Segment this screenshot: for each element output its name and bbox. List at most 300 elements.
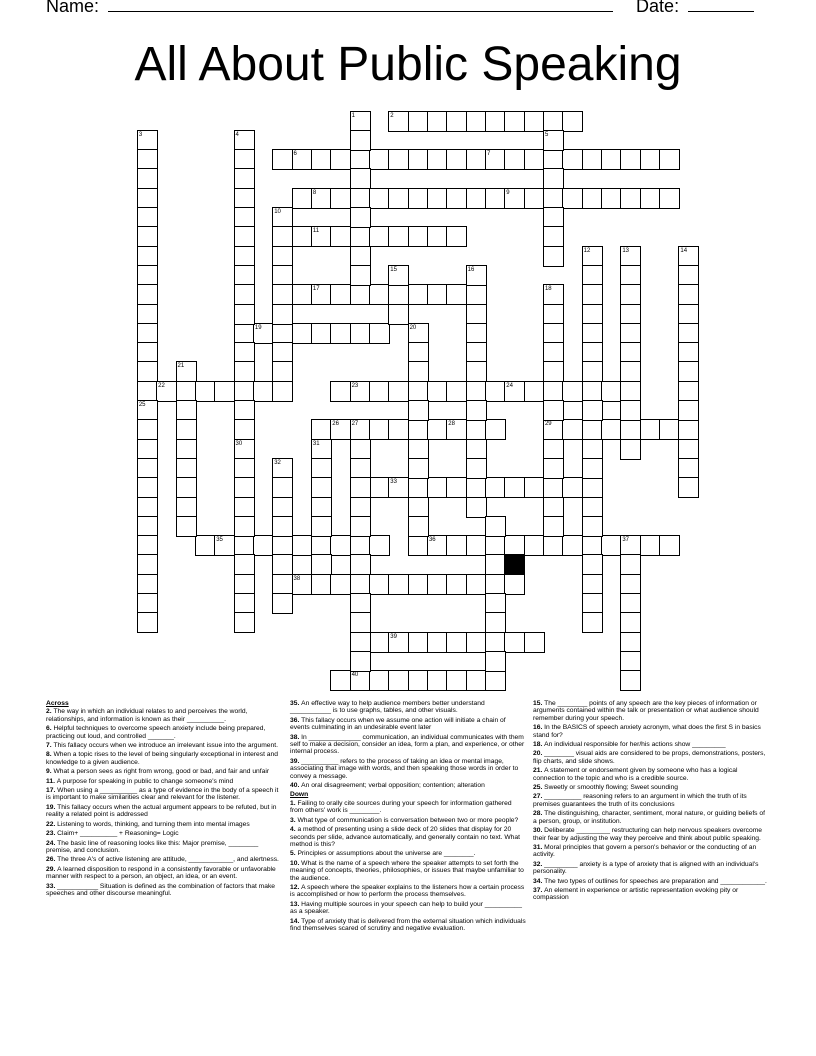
grid-cell[interactable] [485,477,506,498]
grid-cell[interactable] [350,130,371,151]
grid-cell[interactable] [272,497,293,518]
grid-cell[interactable] [137,130,158,151]
grid-cell[interactable] [234,207,255,228]
grid-cell[interactable] [176,361,197,382]
grid-cell[interactable] [582,439,603,460]
grid-cell[interactable] [253,535,274,556]
grid-cell[interactable] [350,381,371,402]
grid-cell[interactable] [659,419,680,440]
grid-cell[interactable] [137,593,158,614]
grid-cell[interactable] [640,188,661,209]
grid-cell[interactable] [582,535,603,556]
grid-cell[interactable] [678,265,699,286]
grid-cell[interactable] [543,516,564,537]
grid-cell[interactable] [446,149,467,170]
grid-cell[interactable] [620,381,641,402]
grid-cell[interactable] [234,419,255,440]
grid-cell[interactable] [466,497,487,518]
grid-cell[interactable] [272,477,293,498]
grid-cell[interactable] [466,304,487,325]
grid-cell[interactable] [620,284,641,305]
grid-cell[interactable] [137,323,158,344]
grid-cell[interactable] [272,381,293,402]
grid-cell[interactable] [330,188,351,209]
grid-cell[interactable] [176,458,197,479]
grid-cell[interactable] [408,535,429,556]
grid-cell[interactable] [369,477,390,498]
grid-cell[interactable] [311,149,332,170]
grid-cell[interactable] [427,381,448,402]
grid-cell[interactable] [446,226,467,247]
grid-cell[interactable] [659,188,680,209]
grid-cell[interactable] [408,188,429,209]
grid-cell[interactable] [446,419,467,440]
grid-cell[interactable] [640,419,661,440]
grid-cell[interactable] [388,574,409,595]
grid-cell[interactable] [504,535,525,556]
grid-cell[interactable] [524,111,545,132]
grid-cell[interactable] [234,400,255,421]
grid-cell[interactable] [234,130,255,151]
grid-cell[interactable] [427,477,448,498]
grid-cell[interactable] [137,342,158,363]
grid-cell[interactable] [601,535,622,556]
grid-cell[interactable] [350,246,371,267]
grid-cell[interactable] [272,226,293,247]
grid-cell[interactable] [504,477,525,498]
grid-cell[interactable] [427,226,448,247]
grid-cell[interactable] [408,284,429,305]
grid-cell[interactable] [369,226,390,247]
grid-cell[interactable] [427,632,448,653]
grid-cell[interactable] [272,361,293,382]
grid-cell[interactable] [388,632,409,653]
grid-cell[interactable] [582,574,603,595]
grid-cell[interactable] [137,149,158,170]
grid-cell[interactable] [234,593,255,614]
grid-cell[interactable] [137,477,158,498]
grid-cell[interactable] [253,381,274,402]
grid-cell[interactable] [369,574,390,595]
grid-cell[interactable] [620,304,641,325]
grid-cell[interactable] [427,149,448,170]
grid-cell[interactable] [388,149,409,170]
grid-cell[interactable] [427,419,448,440]
grid-cell[interactable] [350,149,371,170]
grid-cell[interactable] [466,342,487,363]
grid-cell[interactable] [272,574,293,595]
grid-cell[interactable] [350,207,371,228]
grid-cell[interactable] [408,419,429,440]
grid-cell[interactable] [311,188,332,209]
grid-cell[interactable] [446,111,467,132]
grid-cell[interactable] [292,323,313,344]
grid-cell[interactable] [524,381,545,402]
grid-cell[interactable] [582,400,603,421]
grid-cell[interactable] [427,535,448,556]
grid-cell[interactable] [408,439,429,460]
grid-cell[interactable] [330,574,351,595]
grid-cell[interactable] [408,574,429,595]
grid-cell[interactable] [350,226,371,247]
grid-cell[interactable] [350,593,371,614]
grid-cell[interactable] [234,323,255,344]
grid-cell[interactable] [369,188,390,209]
grid-cell[interactable] [272,554,293,575]
grid-cell[interactable] [408,458,429,479]
grid-cell[interactable] [408,477,429,498]
grid-cell[interactable] [466,265,487,286]
grid-cell[interactable] [388,284,409,305]
grid-cell[interactable] [388,226,409,247]
grid-cell[interactable] [485,651,506,672]
grid-cell[interactable] [272,265,293,286]
grid-cell[interactable] [388,381,409,402]
grid-cell[interactable] [620,246,641,267]
grid-cell[interactable] [137,265,158,286]
grid-cell[interactable] [620,323,641,344]
grid-cell[interactable] [582,342,603,363]
grid-cell[interactable] [234,361,255,382]
grid-cell[interactable] [524,535,545,556]
grid-cell[interactable] [350,612,371,633]
grid-cell[interactable] [582,554,603,575]
grid-cell[interactable] [272,342,293,363]
grid-cell[interactable] [543,419,564,440]
grid-cell[interactable] [582,477,603,498]
grid-cell[interactable] [504,188,525,209]
grid-cell[interactable] [137,381,158,402]
grid-cell[interactable] [620,419,641,440]
grid-cell[interactable] [678,458,699,479]
grid-cell[interactable] [485,381,506,402]
grid-cell[interactable] [582,516,603,537]
grid-cell[interactable] [137,574,158,595]
grid-cell[interactable] [350,554,371,575]
grid-cell[interactable] [234,188,255,209]
grid-cell[interactable] [620,593,641,614]
grid-cell[interactable] [620,612,641,633]
grid-cell[interactable] [678,439,699,460]
grid-cell[interactable] [311,497,332,518]
grid-cell[interactable] [446,574,467,595]
grid-cell[interactable] [446,188,467,209]
grid-cell[interactable] [466,323,487,344]
grid-cell[interactable] [350,323,371,344]
grid-cell[interactable] [562,188,583,209]
grid-cell[interactable] [485,419,506,440]
grid-cell[interactable] [466,284,487,305]
grid-cell[interactable] [292,284,313,305]
grid-cell[interactable] [582,304,603,325]
grid-cell[interactable] [292,535,313,556]
grid-cell[interactable] [582,284,603,305]
grid-cell[interactable] [311,323,332,344]
grid-cell[interactable] [562,111,583,132]
grid-cell[interactable] [582,323,603,344]
grid-cell[interactable] [543,361,564,382]
grid-cell[interactable] [543,149,564,170]
grid-cell[interactable] [234,284,255,305]
grid-cell[interactable] [640,149,661,170]
grid-cell[interactable] [350,670,371,691]
grid-cell[interactable] [620,670,641,691]
grid-cell[interactable] [195,535,216,556]
grid-cell[interactable] [330,670,351,691]
grid-cell[interactable] [620,188,641,209]
grid-cell[interactable] [582,149,603,170]
grid-cell[interactable] [408,342,429,363]
grid-cell[interactable] [292,226,313,247]
grid-cell[interactable] [562,477,583,498]
grid-cell[interactable] [330,226,351,247]
grid-cell[interactable] [234,381,255,402]
grid-cell[interactable] [234,304,255,325]
grid-cell[interactable] [330,323,351,344]
grid-cell[interactable] [176,400,197,421]
grid-cell[interactable] [330,535,351,556]
grid-cell[interactable] [137,458,158,479]
grid-cell[interactable] [137,246,158,267]
grid-cell[interactable] [234,226,255,247]
grid-cell[interactable] [234,246,255,267]
grid-cell[interactable] [620,342,641,363]
grid-cell[interactable] [466,149,487,170]
grid-cell[interactable] [330,419,351,440]
grid-cell[interactable] [524,632,545,653]
grid-cell[interactable] [485,593,506,614]
grid-cell[interactable] [485,574,506,595]
grid-cell[interactable] [466,670,487,691]
grid-cell[interactable] [446,477,467,498]
grid-cell[interactable] [408,632,429,653]
grid-cell[interactable] [678,400,699,421]
grid-cell[interactable] [176,439,197,460]
grid-cell[interactable] [466,458,487,479]
grid-cell[interactable] [234,516,255,537]
grid-cell[interactable] [234,535,255,556]
grid-cell[interactable] [620,265,641,286]
grid-cell[interactable] [427,188,448,209]
grid-cell[interactable] [543,342,564,363]
grid-cell[interactable] [137,554,158,575]
grid-cell[interactable] [272,593,293,614]
grid-cell[interactable] [272,516,293,537]
grid-cell[interactable] [253,323,274,344]
grid-cell[interactable] [601,419,622,440]
grid-cell[interactable] [156,381,177,402]
grid-cell[interactable] [466,439,487,460]
grid-cell[interactable] [504,574,525,595]
grid-cell[interactable] [272,246,293,267]
grid-cell[interactable] [311,535,332,556]
grid-cell[interactable] [678,342,699,363]
grid-cell[interactable] [234,574,255,595]
grid-cell[interactable] [408,400,429,421]
grid-cell[interactable] [408,670,429,691]
grid-cell[interactable] [350,574,371,595]
grid-cell[interactable] [620,439,641,460]
grid-cell[interactable] [408,149,429,170]
grid-cell[interactable] [562,419,583,440]
grid-cell[interactable] [137,497,158,518]
grid-cell[interactable] [272,323,293,344]
grid-cell[interactable] [234,342,255,363]
grid-cell[interactable] [678,284,699,305]
grid-cell[interactable] [485,535,506,556]
grid-cell[interactable] [620,554,641,575]
grid-cell[interactable] [601,188,622,209]
grid-cell[interactable] [137,535,158,556]
grid-cell[interactable] [350,284,371,305]
grid-cell[interactable] [137,361,158,382]
grid-cell[interactable] [234,168,255,189]
grid-cell[interactable] [620,632,641,653]
grid-cell[interactable] [388,111,409,132]
grid-cell[interactable] [543,400,564,421]
grid-cell[interactable] [543,439,564,460]
grid-cell[interactable] [524,477,545,498]
grid-cell[interactable] [350,497,371,518]
grid-cell[interactable] [582,419,603,440]
grid-cell[interactable] [543,130,564,151]
grid-cell[interactable] [369,284,390,305]
grid-cell[interactable] [350,632,371,653]
grid-cell[interactable] [137,516,158,537]
grid-cell[interactable] [176,419,197,440]
grid-cell[interactable] [543,535,564,556]
grid-cell[interactable] [272,458,293,479]
grid-cell[interactable] [388,670,409,691]
grid-cell[interactable] [446,381,467,402]
grid-cell[interactable] [311,477,332,498]
grid-cell[interactable] [582,265,603,286]
grid-cell[interactable] [176,497,197,518]
grid-cell[interactable] [176,381,197,402]
grid-cell[interactable] [485,670,506,691]
grid-cell[interactable] [466,361,487,382]
grid-cell[interactable] [137,284,158,305]
grid-cell[interactable] [601,149,622,170]
grid-cell[interactable] [272,207,293,228]
grid-cell[interactable] [427,574,448,595]
grid-cell[interactable] [272,149,293,170]
grid-cell[interactable] [350,168,371,189]
grid-cell[interactable] [350,111,371,132]
grid-cell[interactable] [311,458,332,479]
grid-cell[interactable] [388,304,409,325]
grid-cell[interactable] [543,246,564,267]
grid-cell[interactable] [311,419,332,440]
grid-cell[interactable] [543,111,564,132]
grid-cell[interactable] [292,188,313,209]
grid-cell[interactable] [485,111,506,132]
grid-cell[interactable] [137,226,158,247]
grid-cell[interactable] [582,361,603,382]
grid-cell[interactable] [582,497,603,518]
grid-cell[interactable] [659,535,680,556]
grid-cell[interactable] [620,400,641,421]
grid-cell[interactable] [234,554,255,575]
grid-cell[interactable] [369,632,390,653]
grid-cell[interactable] [543,188,564,209]
grid-cell[interactable] [543,497,564,518]
grid-cell[interactable] [427,670,448,691]
grid-cell[interactable] [137,419,158,440]
grid-cell[interactable] [466,381,487,402]
grid-cell[interactable] [272,284,293,305]
grid-cell[interactable] [485,516,506,537]
grid-cell[interactable] [408,497,429,518]
grid-cell[interactable] [678,477,699,498]
grid-cell[interactable] [137,207,158,228]
grid-cell[interactable] [543,381,564,402]
grid-cell[interactable] [234,612,255,633]
grid-cell[interactable] [311,574,332,595]
grid-cell[interactable] [350,651,371,672]
grid-cell[interactable] [350,477,371,498]
grid-cell[interactable] [234,477,255,498]
grid-cell[interactable] [137,400,158,421]
grid-cell[interactable] [620,535,641,556]
grid-cell[interactable] [408,361,429,382]
grid-cell[interactable] [543,284,564,305]
grid-cell[interactable] [234,458,255,479]
grid-cell[interactable] [543,207,564,228]
grid-cell[interactable] [137,439,158,460]
grid-cell[interactable] [582,381,603,402]
grid-cell[interactable] [137,168,158,189]
grid-cell[interactable] [466,419,487,440]
grid-cell[interactable] [388,188,409,209]
grid-cell[interactable] [543,323,564,344]
grid-cell[interactable] [582,612,603,633]
grid-cell[interactable] [234,497,255,518]
grid-cell[interactable] [601,381,622,402]
grid-cell[interactable] [620,651,641,672]
grid-cell[interactable] [504,381,525,402]
grid-cell[interactable] [466,111,487,132]
grid-cell[interactable] [678,381,699,402]
grid-cell[interactable] [292,149,313,170]
grid-cell[interactable] [408,381,429,402]
grid-cell[interactable] [620,361,641,382]
grid-cell[interactable] [562,381,583,402]
grid-cell[interactable] [350,265,371,286]
grid-cell[interactable] [620,149,641,170]
grid-cell[interactable] [388,265,409,286]
grid-cell[interactable] [446,284,467,305]
grid-cell[interactable] [214,535,235,556]
grid-cell[interactable] [543,304,564,325]
grid-cell[interactable] [292,574,313,595]
grid-cell[interactable] [388,419,409,440]
grid-cell[interactable] [543,477,564,498]
grid-cell[interactable] [369,149,390,170]
grid-cell[interactable] [369,381,390,402]
grid-cell[interactable] [350,419,371,440]
grid-cell[interactable] [350,535,371,556]
grid-cell[interactable] [543,168,564,189]
grid-cell[interactable] [330,149,351,170]
grid-cell[interactable] [330,284,351,305]
grid-cell[interactable] [369,535,390,556]
grid-cell[interactable] [408,111,429,132]
grid-cell[interactable] [350,439,371,460]
grid-cell[interactable] [137,304,158,325]
grid-cell[interactable] [582,458,603,479]
grid-cell[interactable] [176,516,197,537]
